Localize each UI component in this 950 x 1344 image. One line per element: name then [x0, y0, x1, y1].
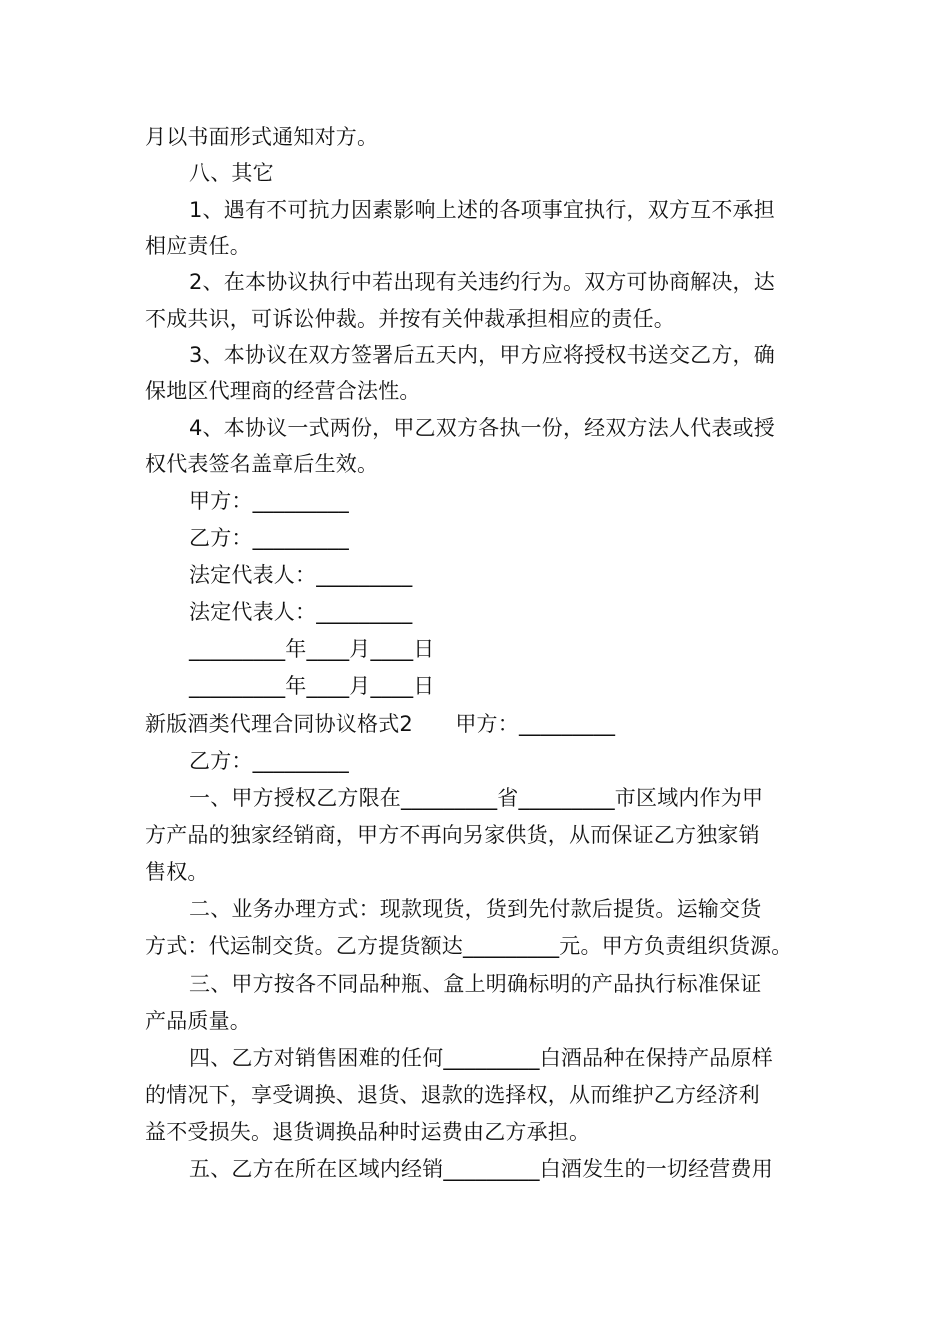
text-line: 相应责任。 — [145, 234, 251, 258]
text-line: 四、乙方对销售困难的任何_________白酒品种在保持产品原样 — [189, 1046, 773, 1070]
text-line: 3、本协议在双方签署后五天内，甲方应将授权书送交乙方，确 — [189, 343, 775, 367]
text-line: 的情况下，享受调换、退货、退款的选择权，从而维护乙方经济利 — [145, 1083, 760, 1107]
date-line: _________年____月____日 — [189, 637, 435, 661]
text-line: 益不受损失。退货调换品种时运费由乙方承担。 — [145, 1120, 591, 1144]
legal-rep-signature-line: 法定代表人：_________ — [189, 600, 413, 624]
text-line: 权代表签名盖章后生效。 — [145, 452, 379, 476]
text-line: 月以书面形式通知对方。 — [145, 125, 379, 149]
section-heading: 八、其它 — [189, 161, 274, 185]
text-line: 保地区代理商的经营合法性。 — [145, 379, 421, 403]
text-line: 方产品的独家经销商，甲方不再向另家供货，从而保证乙方独家销 — [145, 823, 760, 847]
contract-title-line: 新版酒类代理合同协议格式2 甲方：_________ — [145, 712, 616, 736]
text-line: 五、乙方在所在区域内经销_________白酒发生的一切经营费用 — [189, 1157, 773, 1181]
text-line: 不成共识，可诉讼仲裁。并按有关仲裁承担相应的责任。 — [145, 307, 675, 331]
text-line: 产品质量。 — [145, 1009, 251, 1033]
text-line: 2、在本协议执行中若出现有关违约行为。双方可协商解决，达 — [189, 270, 775, 294]
text-line: 三、甲方按各不同品种瓶、盒上明确标明的产品执行标准保证 — [189, 972, 762, 996]
legal-rep-signature-line: 法定代表人：_________ — [189, 563, 413, 587]
party-a-signature-line: 甲方：_________ — [189, 489, 349, 513]
party-b-signature-line: 乙方：_________ — [189, 526, 349, 550]
text-line: 方式：代运制交货。乙方提货额达_________元。甲方负责组织货源。 — [145, 934, 793, 958]
text-line: 售权。 — [145, 860, 209, 884]
party-b-line: 乙方：_________ — [189, 749, 349, 773]
text-line: 1、遇有不可抗力因素影响上述的各项事宜执行，双方互不承担 — [189, 198, 775, 222]
text-line: 二、业务办理方式：现款现货，货到先付款后提货。运输交货 — [189, 897, 762, 921]
text-line: 4、本协议一式两份，甲乙双方各执一份，经双方法人代表或授 — [189, 416, 775, 440]
date-line: _________年____月____日 — [189, 674, 435, 698]
text-line: 一、甲方授权乙方限在_________省_________市区域内作为甲 — [189, 786, 764, 810]
